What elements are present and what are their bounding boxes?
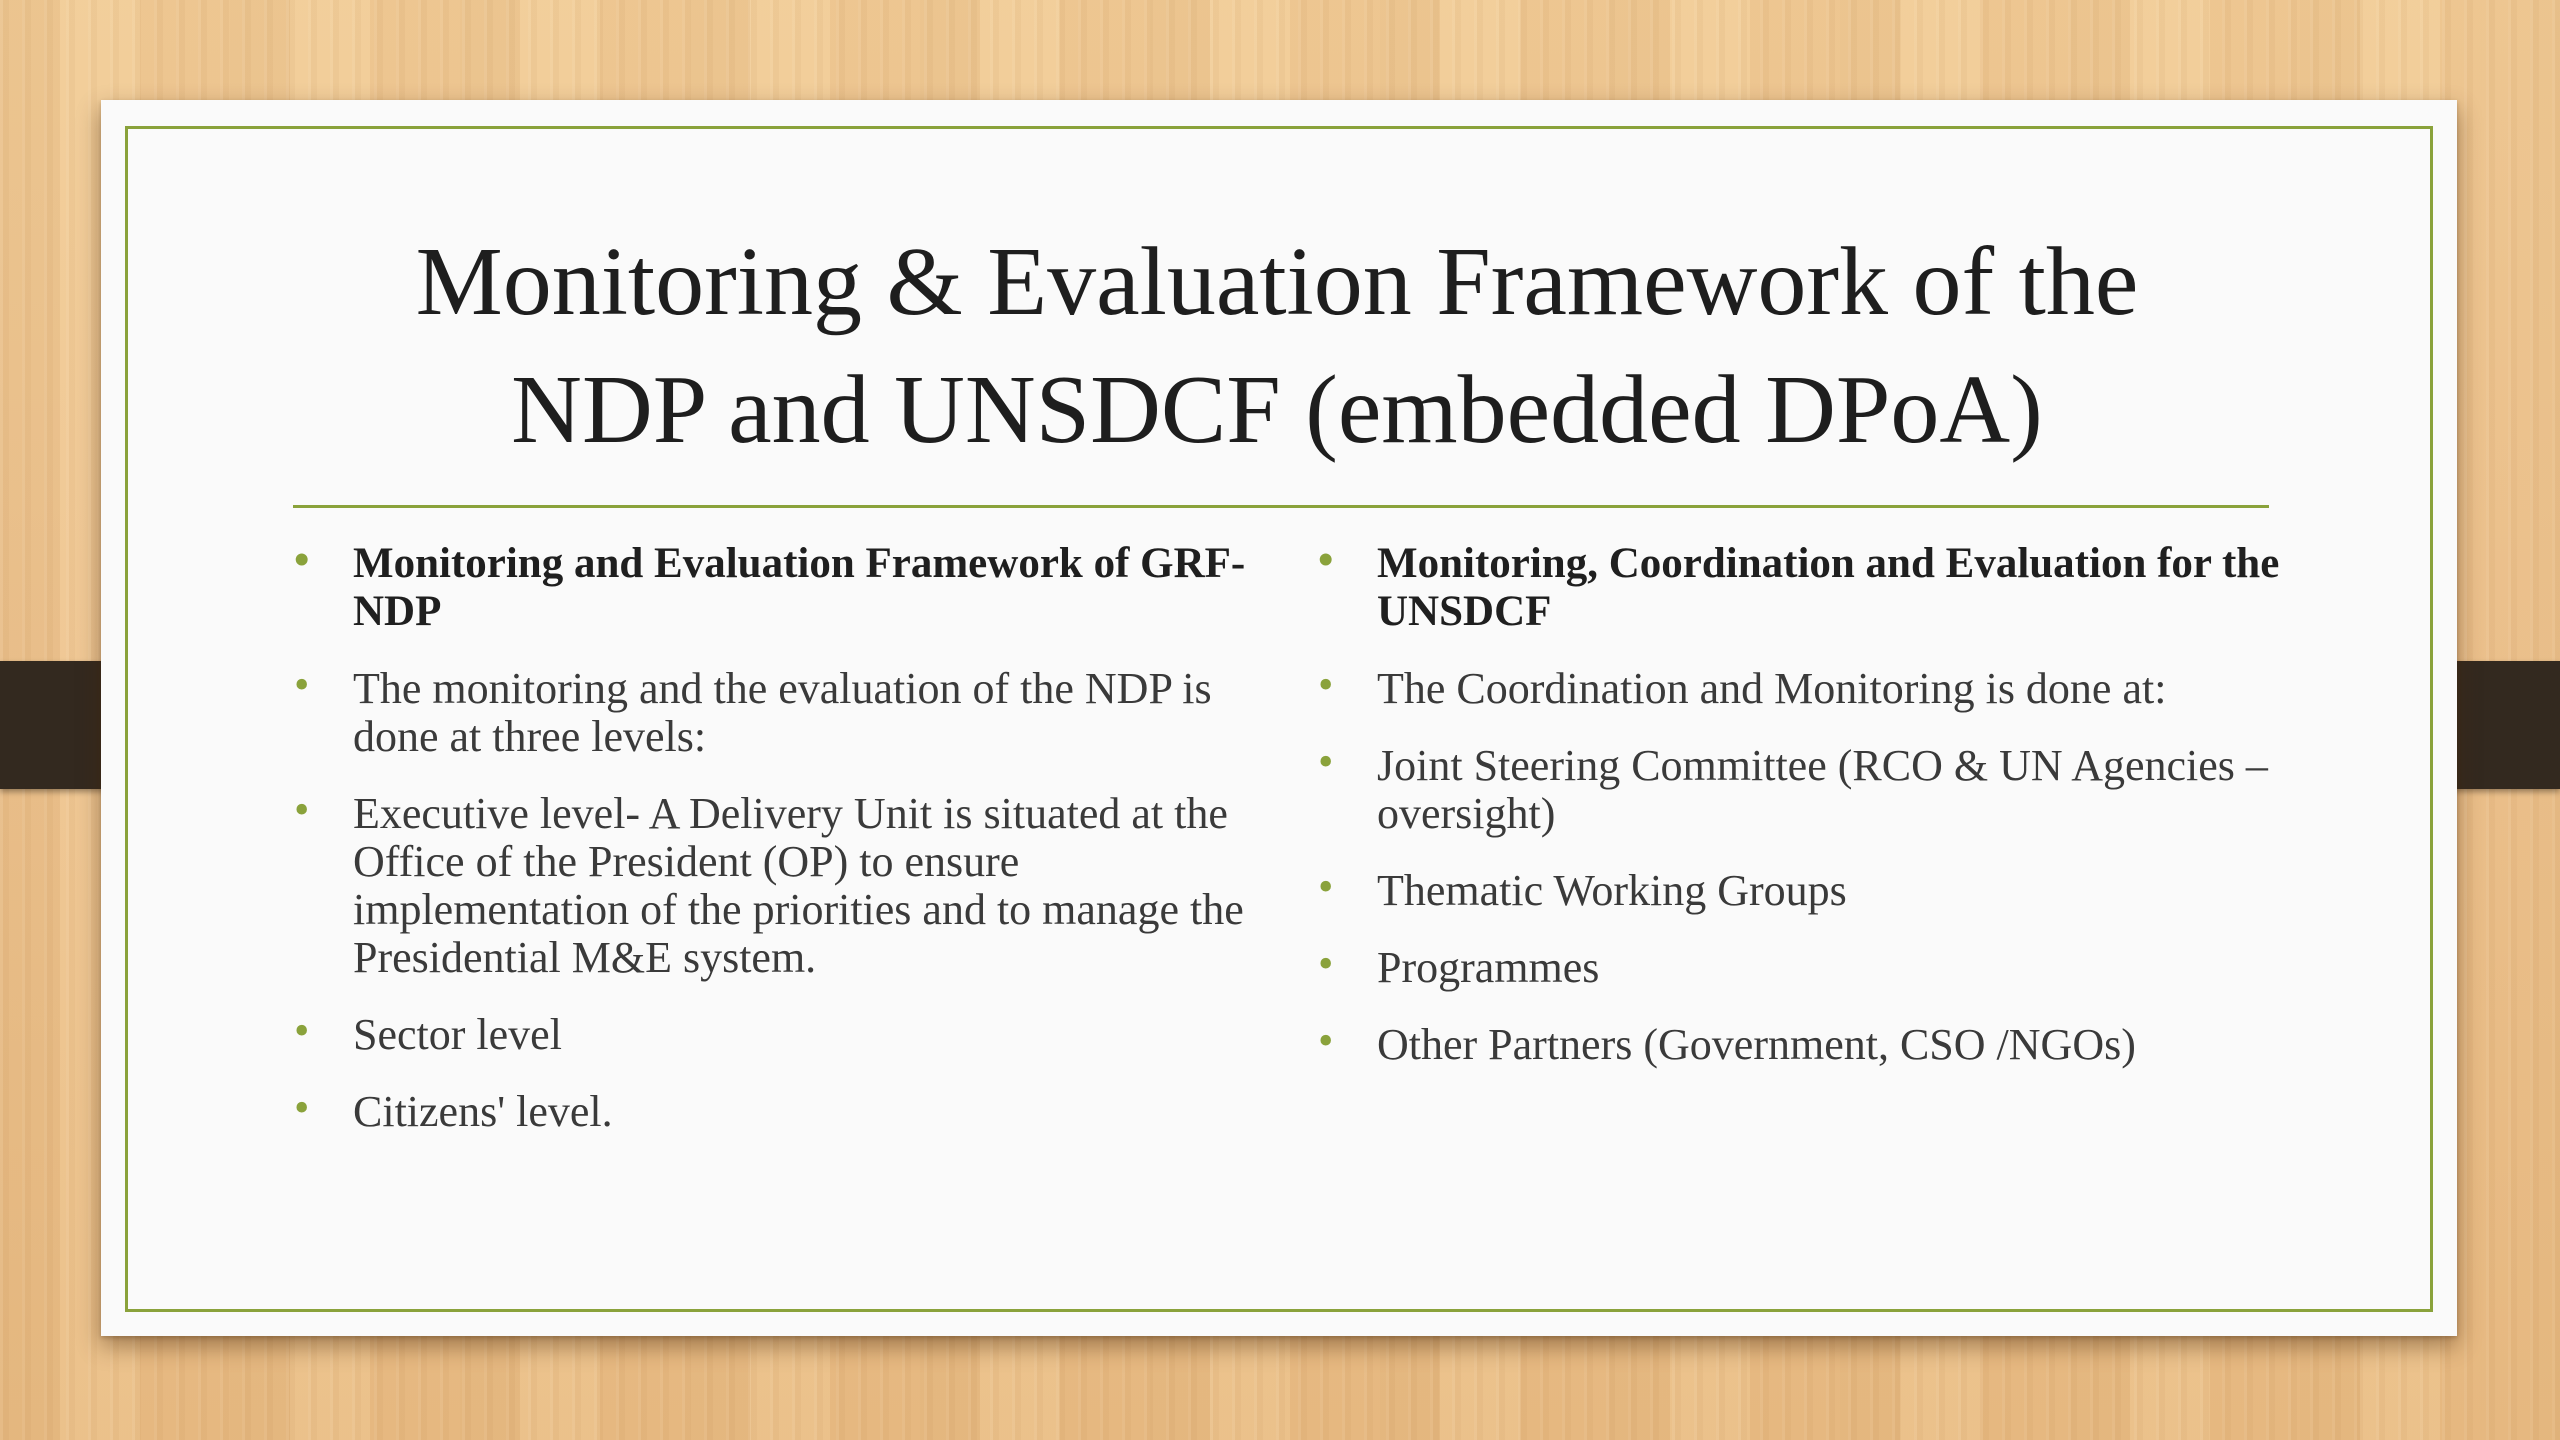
list-item <box>293 1006 1253 1059</box>
bullet-icon: • <box>1318 939 1334 988</box>
list-item-text: The Coordination and Monitoring is done at: <box>1377 664 2167 713</box>
bullet-icon: • <box>294 785 310 834</box>
list-item <box>293 785 1253 982</box>
list-item-text: The monitoring and the evaluation of the NDP is done at three levels: <box>353 664 1212 761</box>
list-item <box>1317 1016 2317 1069</box>
title-divider <box>293 505 2269 508</box>
list-item-text: Citizens' level. <box>353 1087 613 1136</box>
slide-title-line-2: NDP and UNSDCF (embedded DPoA) <box>511 356 2043 464</box>
bullet-icon: • <box>294 1006 310 1055</box>
bullet-icon: • <box>294 1083 310 1132</box>
list-item <box>1317 862 2317 915</box>
slide <box>101 100 2457 1336</box>
list-item <box>1317 660 2317 713</box>
list-item <box>293 535 1253 636</box>
list-item-text: Thematic Working Groups <box>1377 866 1847 915</box>
list-item-text: Joint Steering Committee (RCO & UN Agencies –oversight) <box>1377 741 2268 838</box>
list-item <box>293 1083 1253 1136</box>
list-item-text: Monitoring, Coordination and Evaluation for the UNSDCF <box>1377 540 2280 635</box>
list-item <box>293 660 1253 761</box>
list-item-text: Other Partners (Government, CSO /NGOs) <box>1377 1020 2136 1069</box>
bullet-icon: • <box>1318 1016 1334 1065</box>
bullet-icon: • <box>1318 862 1334 911</box>
slide-title-line-1: Monitoring & Evaluation Framework of the <box>415 228 2139 336</box>
list-item-text: Sector level <box>353 1010 562 1059</box>
bullet-icon: • <box>1318 535 1334 584</box>
bullet-icon: • <box>1318 737 1334 786</box>
list-item <box>1317 535 2317 636</box>
list-item-text: Monitoring and Evaluation Framework of GRF-NDP <box>353 540 1246 635</box>
bullet-icon: • <box>294 535 310 584</box>
right-bullet-list <box>1317 535 2317 1098</box>
list-item-text: Executive level- A Delivery Unit is situated at the Office of the President (OP) to ensure implementation of the priorities and to manage the Presidential M&E system. <box>353 789 1244 982</box>
list-item-text: Programmes <box>1377 943 1600 992</box>
list-item <box>1317 737 2317 838</box>
slide-title <box>293 218 2261 474</box>
left-bullet-list <box>293 535 1253 1165</box>
list-item <box>1317 939 2317 992</box>
bullet-icon: • <box>1318 660 1334 709</box>
bullet-icon: • <box>294 660 310 709</box>
